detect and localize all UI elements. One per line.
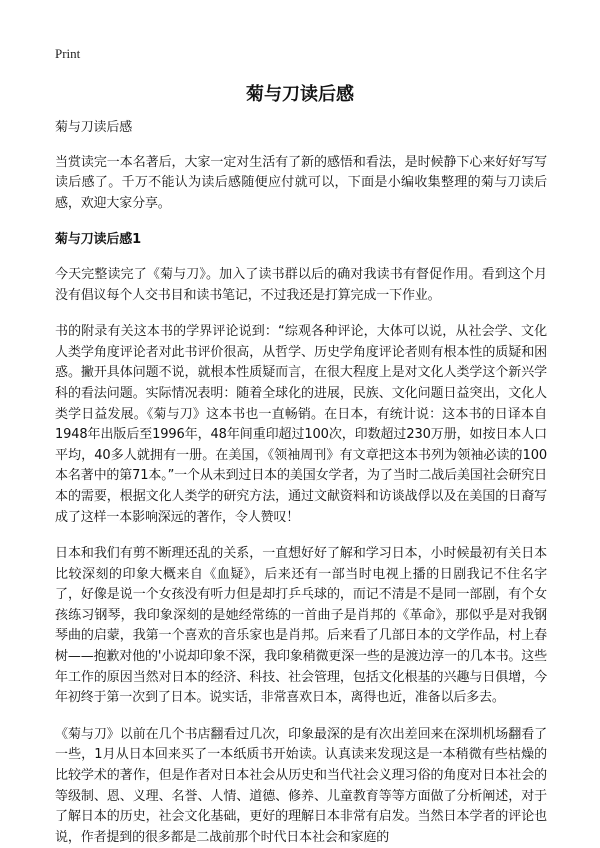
- body-paragraph-3: 日本和我们有剪不断理还乱的关系，一直想好好了解和学习日本，小时候最初有关日本比较深刻的印象大概来自《血疑》，后来还有一部当时电视上播的日剧我记不住名字了，好像是说一个女孩没有听力但是却打乒乓球的，而记不清是不是同一部剧，有个女孩练习钢琴，我印象深刻的是她经常练的一首曲子是肖邦的《革命》，那似乎是对我钢琴曲的启蒙，我第一个喜欢的音乐家也是肖邦。后来看了几部日本的文学作品，村上春树——抱歉对他的'小说却印象不深，我印象稍微更深一些的是渡边淳一的几本书。这些年工作的原因当然对日本的经济、科技、社会管理，包括文化根基的兴趣与日俱增，今年初终于第一次到了日本。说实话，非常喜欢日本，离得也近，准备以后多去。: [55, 546, 547, 706]
- section-heading: 菊与刀读后感1: [55, 232, 141, 248]
- article-body: [55, 118, 547, 848]
- body-paragraph-4: 《菊与刀》以前在几个书店翻看过几次，印象最深的是有次出差回来在深圳机场翻看了一些，1月从日本回来买了一本纸质书开始读。认真读来发现这是一本稍微有些枯燥的比较学术的著作，但是作者对日本社会从历史和当代社会义理习俗的角度对日本社会的等级制、恩、义理、名誉、人情、道德、修养、儿童教育等等方面做了分析阐述，对于了解日本的历史，社会文化基础，更好的理解日本非常有启发。当然日本学者的评论也说，作者提到的很多都是二战前那个时代日本社会和家庭的: [55, 726, 547, 845]
- article-subtitle: 菊与刀读后感: [55, 120, 133, 135]
- body-paragraph-2: 书的附录有关这本书的学界评论说到：“综观各种评论，大体可以说，从社会学、文化人类学角度评论者对此书评价很高，从哲学、历史学角度评论者则有根本性的质疑和困惑。撇开具体问题不说，就根本性质疑而言，在很大程度上是对文化人类学这个新兴学科的看法问题。实际情况表明：随着全球化的进展，民族、文化问题日益突出，文化人类学日益发展。《菊与刀》这本书也一直畅销。在日本，有统计说：这本书的日译本自1948年出版后至1996年，48年间重印超过100次，印数超过230万册，如按日本人口平均，40多人就拥有一册。在美国，《领袖周刊》有文章把这本书列为领袖必读的100本名著中的第71本。”一个从未到过日本的美国女学者，为了当时二战后美国社会研究日本的需要，根据文化人类学的研究方法，通过文献资料和访谈战俘以及在美国的日裔写成了这样一本影响深远的著作，令人赞叹！: [55, 324, 547, 525]
- page-title: 菊与刀读后感: [246, 84, 354, 105]
- body-paragraph-1: 今天完整读完了《菊与刀》。加入了读书群以后的确对我读书有督促作用。看到这个月没有倡议每个人交书目和读书笔记，不过我还是打算完成一下作业。: [55, 266, 547, 303]
- print-link[interactable]: Print: [55, 46, 81, 61]
- intro-paragraph: 当赏读完一本名著后，大家一定对生活有了新的感悟和看法，是时候静下心来好好写写读后感了。千万不能认为读后感随便应付就可以，下面是小编收集整理的菊与刀读后感，欢迎大家分享。: [55, 154, 547, 211]
